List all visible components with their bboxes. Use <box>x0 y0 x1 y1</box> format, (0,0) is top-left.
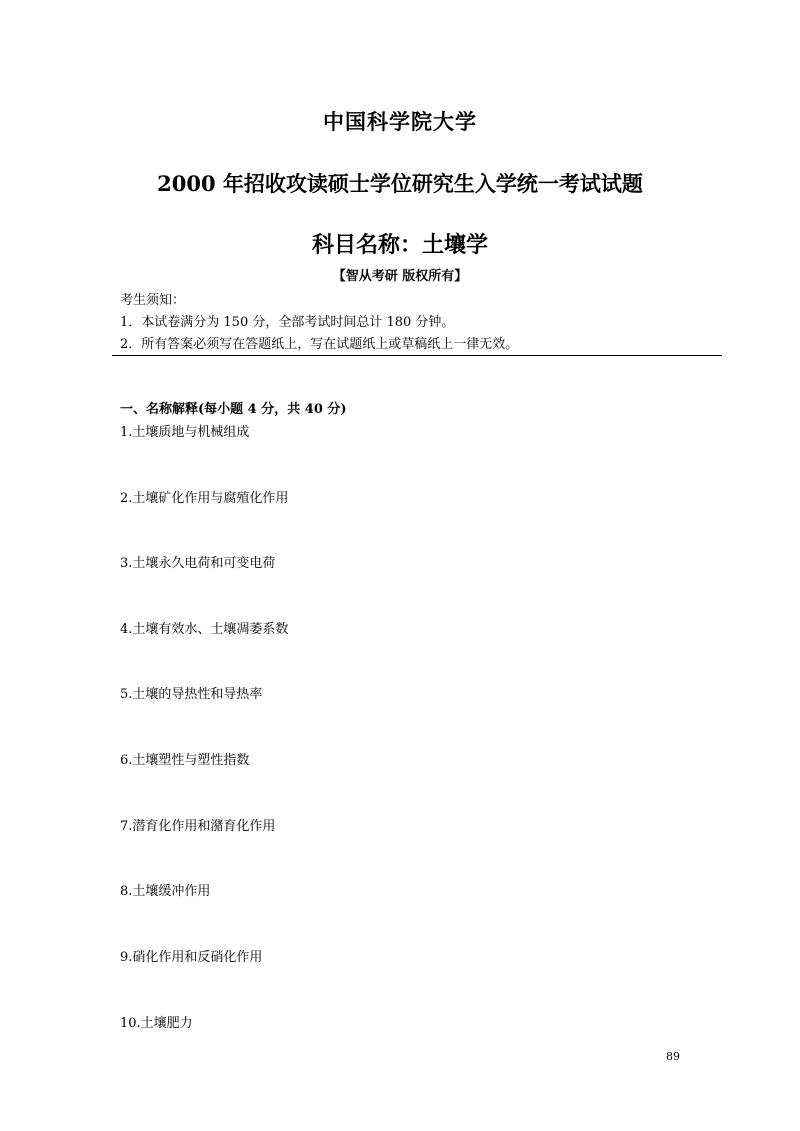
page-number: 89 <box>666 1050 680 1063</box>
question-item: 7.潜育化作用和潴育化作用 <box>120 819 276 834</box>
subject-title: 科目名称：土壤学 <box>311 232 488 258</box>
question-item: 5.土壤的导热性和导热率 <box>120 687 263 702</box>
question-item: 3.土壤永久电荷和可变电荷 <box>120 556 276 571</box>
notice-item: 2．所有答案必须写在答题纸上，写在试题纸上或草稿纸上一律无效。 <box>120 337 519 352</box>
header-divider <box>112 355 722 356</box>
section-heading: 一、名称解释(每小题 4 分，共 40 分) <box>120 402 347 417</box>
notice-title: 考生须知： <box>120 293 186 308</box>
question-item: 9.硝化作用和反硝化作用 <box>120 950 263 965</box>
exam-title: 2000 年招收攻读硕士学位研究生入学统一考试试题 <box>157 171 643 196</box>
notice-item: 1．本试卷满分为 150 分，全部考试时间总计 180 分钟。 <box>120 315 455 330</box>
question-item: 1.土壤质地与机械组成 <box>120 425 250 440</box>
university-title: 中国科学院大学 <box>323 109 477 134</box>
question-item: 2.土壤矿化作用与腐殖化作用 <box>120 491 289 506</box>
question-item: 6.土壤塑性与塑性指数 <box>120 753 250 768</box>
question-item: 8.土壤缓冲作用 <box>120 884 211 899</box>
copyright-note: 【智从考研 版权所有】 <box>332 269 468 284</box>
question-item: 4.土壤有效水、土壤凋萎系数 <box>120 622 289 637</box>
question-item: 10.土壤肥力 <box>120 1016 193 1031</box>
